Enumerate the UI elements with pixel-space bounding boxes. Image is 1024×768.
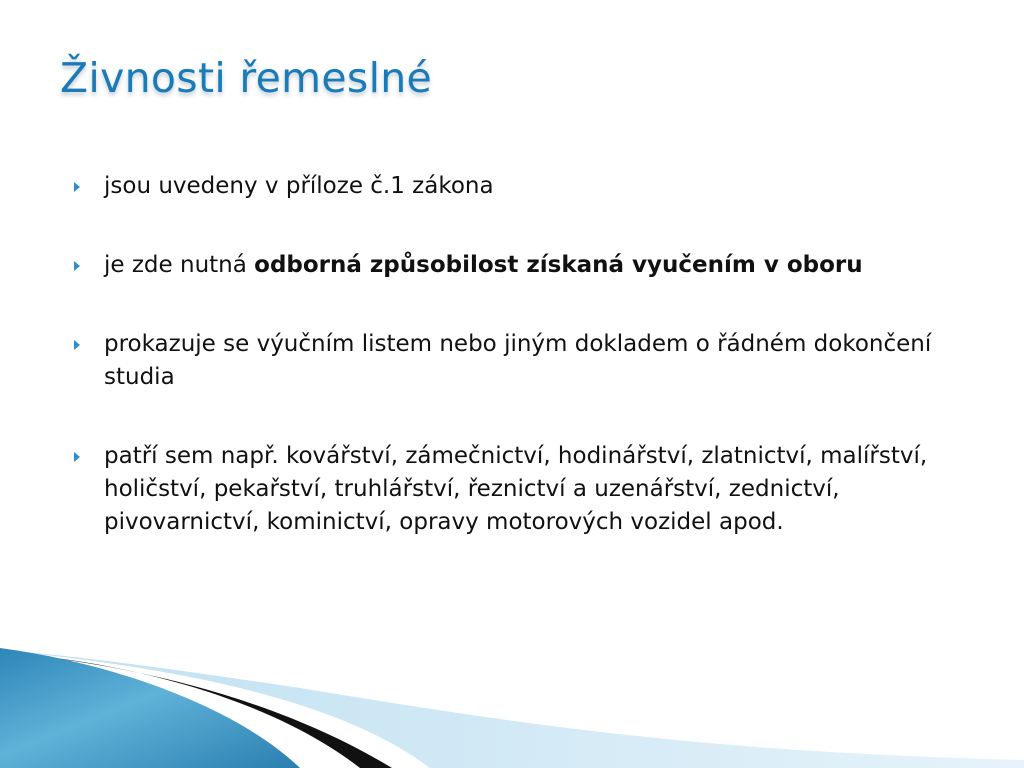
bullet-item — [74, 440, 974, 539]
bullet-text: je zde nutná — [104, 252, 255, 278]
bullet-text: jsou uvedeny v příloze č.1 zákona — [104, 173, 494, 199]
bullet-item — [74, 170, 974, 203]
bullet-text-emphasis: odborná způsobilost získaná vyučením v oboru — [254, 252, 863, 278]
black-stripe — [0, 652, 392, 768]
bullet-arrow-icon — [74, 340, 80, 350]
bullet-arrow-icon — [74, 182, 80, 192]
bullet-item — [74, 328, 974, 394]
pale-stripe — [0, 650, 1024, 768]
bullet-item — [74, 249, 974, 282]
blue-wedge — [0, 648, 300, 768]
bullet-text: prokazuje se výučním listem nebo jiným dokladem o řádném dokončení studia — [104, 331, 932, 390]
slide-title: Živnosti řemeslné — [60, 54, 433, 102]
bullet-arrow-icon — [74, 452, 80, 462]
bullet-text: patří sem např. kovářství, zámečnictví, hodinářství, zlatnictví, malířství, holičství, pekařství, truhlářství, řeznictví a uzenářství, zednictví, pivovarnictví, kominictví, opravy motorových vozidel apod. — [104, 443, 928, 535]
bullet-arrow-icon — [74, 261, 80, 271]
bullet-list — [74, 170, 974, 539]
